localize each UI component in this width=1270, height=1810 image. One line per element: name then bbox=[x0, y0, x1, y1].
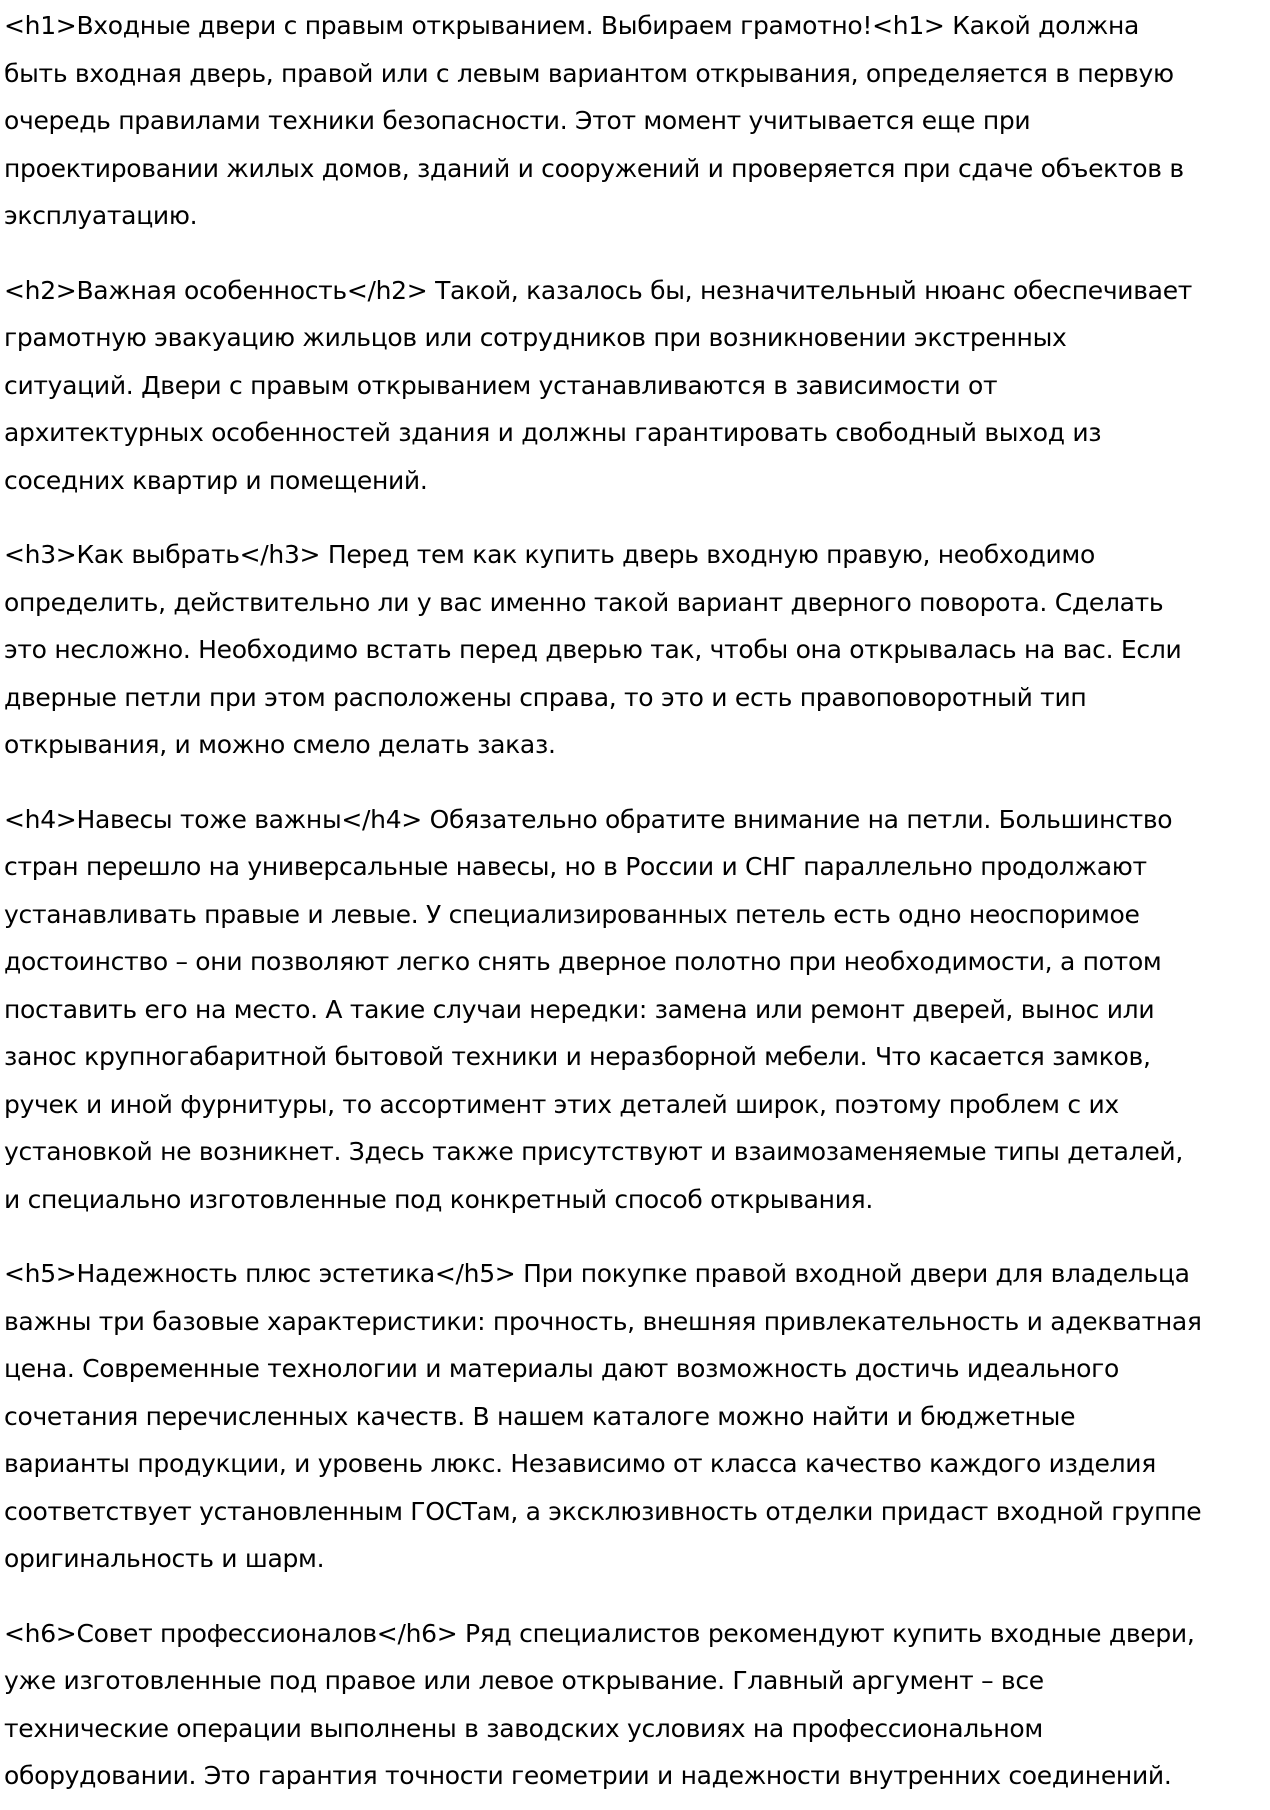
text-line: это несложно. Необходимо встать перед дверью так, чтобы она открывалась на вас. Если bbox=[4, 635, 1182, 664]
text-line: занос крупногабаритной бытовой техники и неразборной мебели. Что касается замков, bbox=[4, 1042, 1151, 1071]
text-line: важны три базовые характеристики: прочность, внешняя привлекательность и адекватная bbox=[4, 1306, 1202, 1336]
paragraph-h6 bbox=[4, 1610, 1262, 1800]
text-line: грамотную эвакуацию жильцов или сотрудников при возникновении экстренных bbox=[4, 323, 1067, 352]
text-line: стран перешло на универсальные навесы, но в России и СНГ параллельно продолжают bbox=[4, 852, 1147, 881]
text-line: достоинство – они позволяют легко снять дверное полотно при необходимости, а потом bbox=[4, 947, 1162, 976]
text-line: установкой не возникнет. Здесь также присутствуют и взаимозаменяемые типы деталей, bbox=[4, 1137, 1184, 1166]
paragraph-h5 bbox=[4, 1250, 1262, 1583]
text-line: цена. Современные технологии и материалы дают возможность достичь идеального bbox=[4, 1354, 1119, 1383]
paragraph-h1 bbox=[4, 2, 1262, 240]
text-line: <h6>Совет профессионалов</h6> Ряд специалистов рекомендуют купить входные двери, bbox=[4, 1618, 1195, 1648]
text-line: <h5>Надежность плюс эстетика</h5> При покупке правой входной двери для владельца bbox=[4, 1259, 1190, 1288]
text-line: сочетания перечисленных качеств. В нашем каталоге можно найти и бюджетные bbox=[4, 1401, 1076, 1431]
text-line: поставить его на место. А такие случаи нередки: замена или ремонт дверей, вынос или bbox=[4, 994, 1155, 1024]
text-line: соответствует установленным ГОСТам, а эксклюзивность отделки придаст входной группе bbox=[4, 1496, 1202, 1526]
text-line: дверные петли при этом расположены справа, то это и есть правоповоротный тип bbox=[4, 682, 1087, 712]
text-line: <h1>Входные двери с правым открыванием. Выбираем грамотно!<h1> Какой должна bbox=[4, 11, 1140, 40]
text-line: определить, действительно ли у вас именно такой вариант дверного поворота. Сделать bbox=[4, 587, 1164, 617]
text-line: варианты продукции, и уровень люкс. Независимо от класса качество каждого изделия bbox=[4, 1449, 1156, 1478]
text-line: эксплуатацию. bbox=[4, 201, 198, 230]
text-line: <h2>Важная особенность</h2> Такой, казалось бы, незначительный нюанс обеспечивает bbox=[4, 275, 1193, 305]
text-line: устанавливать правые и левые. У специализированных петель есть одно неоспоримое bbox=[4, 899, 1140, 929]
paragraph-h4 bbox=[4, 796, 1262, 1224]
text-line: быть входная дверь, правой или с левым вариантом открывания, определяется в первую bbox=[4, 58, 1174, 88]
text-line: <h3>Как выбрать</h3> Перед тем как купить дверь входную правую, необходимо bbox=[4, 540, 1095, 569]
paragraph-h3 bbox=[4, 531, 1262, 769]
text-line: и специально изготовленные под конкретный способ открывания. bbox=[4, 1184, 874, 1214]
text-line: оборудовании. Это гарантия точности геометрии и надежности внутренних соединений. bbox=[4, 1761, 1172, 1790]
text-line: проектировании жилых домов, зданий и сооружений и проверяется при сдаче объектов в bbox=[4, 153, 1184, 183]
text-line: соседних квартир и помещений. bbox=[4, 465, 428, 495]
paragraph-h2 bbox=[4, 267, 1262, 505]
text-line: ситуаций. Двери с правым открыванием устанавливаются в зависимости от bbox=[4, 370, 998, 400]
text-line: ручек и иной фурнитуры, то ассортимент этих деталей широк, поэтому проблем с их bbox=[4, 1089, 1119, 1119]
text-line: очередь правилами техники безопасности. Этот момент учитывается еще при bbox=[4, 106, 1031, 135]
text-line: оригинальность и шарм. bbox=[4, 1544, 325, 1573]
text-line: уже изготовленные под правое или левое открывание. Главный аргумент – все bbox=[4, 1666, 1044, 1695]
text-line: открывания, и можно смело делать заказ. bbox=[4, 730, 556, 759]
text-line: <h4>Навесы тоже важны</h4> Обязательно обратите внимание на петли. Большинство bbox=[4, 804, 1173, 834]
text-line: архитектурных особенностей здания и должны гарантировать свободный выход из bbox=[4, 418, 1102, 447]
text-line: технические операции выполнены в заводских условиях на профессиональном bbox=[4, 1713, 1043, 1743]
